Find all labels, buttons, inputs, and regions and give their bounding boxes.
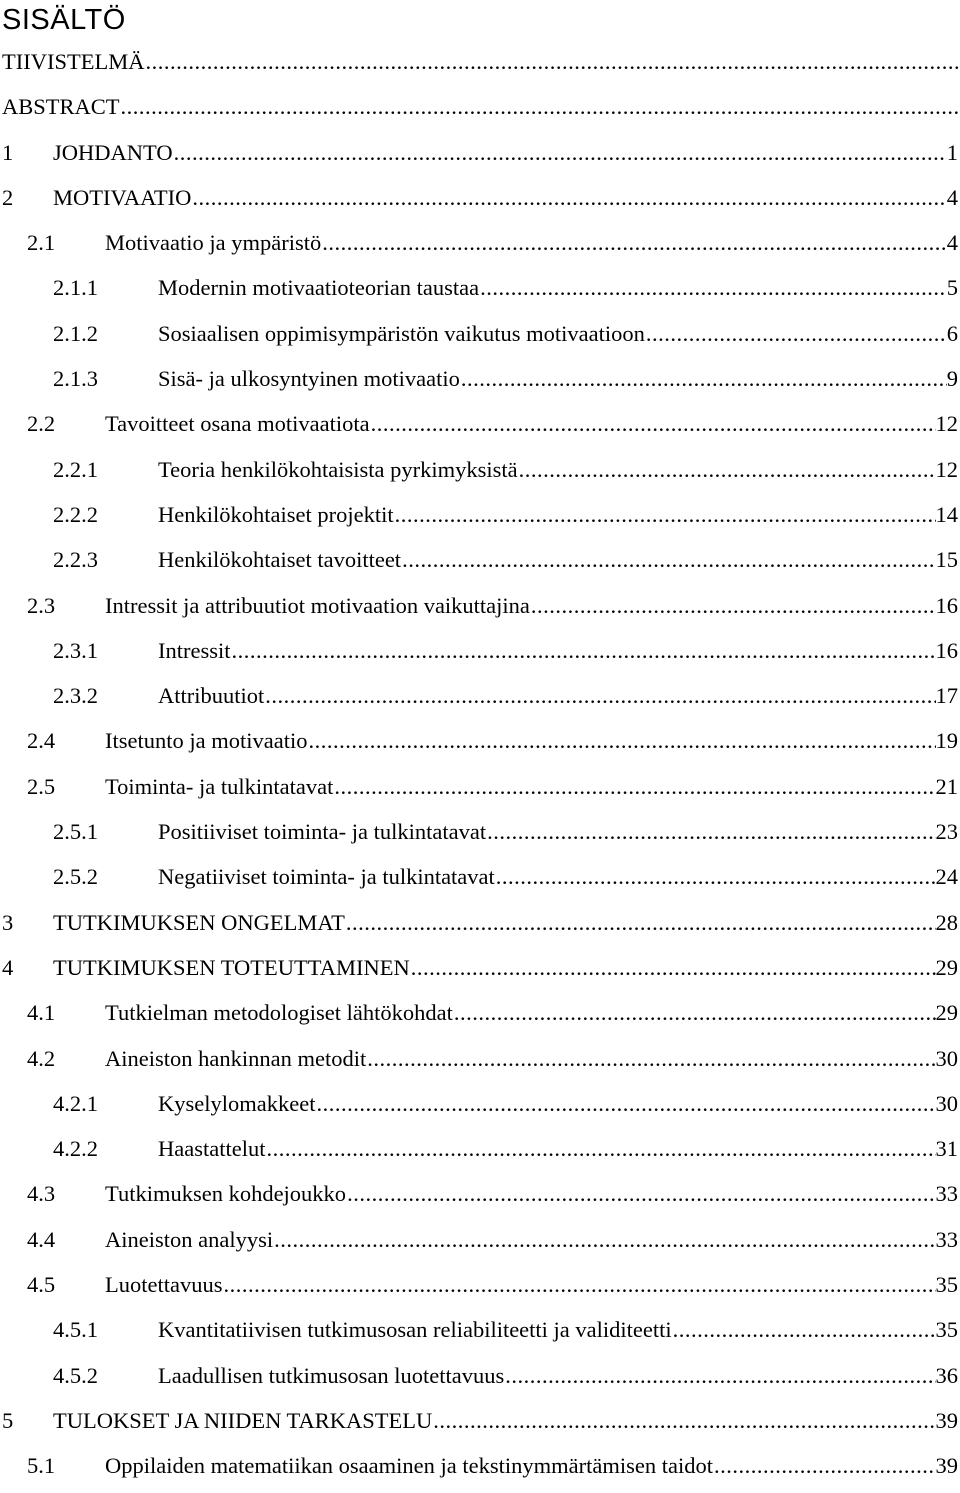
toc-dot-leader xyxy=(144,43,958,81)
toc-entry[interactable] xyxy=(0,587,960,632)
toc-dot-leader xyxy=(645,315,947,353)
toc-entry-page: 36 xyxy=(935,1362,958,1388)
toc-entry[interactable] xyxy=(0,1357,960,1402)
toc-dot-leader xyxy=(366,1040,935,1078)
toc-entry-line xyxy=(105,722,958,760)
toc-dot-leader xyxy=(315,1085,935,1123)
toc-entry[interactable] xyxy=(0,1130,960,1175)
toc-dot-leader xyxy=(504,1357,935,1395)
toc-entry-title: Toiminta- ja tulkintatavat xyxy=(105,773,334,799)
toc-entry[interactable] xyxy=(0,904,960,949)
toc-entry[interactable] xyxy=(0,405,960,450)
toc-entry-title: TIIVISTELMÄ xyxy=(2,49,145,74)
toc-entry-line xyxy=(105,768,958,806)
toc-entry-number: 4.5.1 xyxy=(53,1317,98,1343)
toc-entry[interactable] xyxy=(0,1085,960,1130)
toc-entry[interactable] xyxy=(0,360,960,405)
toc-entry-line xyxy=(2,43,958,81)
toc-entry-page: 9 xyxy=(946,366,958,392)
toc-dot-leader xyxy=(479,269,947,307)
toc-entry[interactable] xyxy=(0,224,960,269)
toc-entry-line xyxy=(158,1130,958,1168)
toc-entry-page: 39 xyxy=(935,1453,958,1479)
toc-dot-leader xyxy=(307,722,935,760)
table-of-contents xyxy=(0,43,960,1493)
toc-entry-number: 5 xyxy=(2,1407,14,1433)
toc-entry-number: 2.3.2 xyxy=(53,683,98,709)
toc-entry-line xyxy=(158,858,958,896)
toc-entry-title: MOTIVAATIO xyxy=(53,184,192,210)
toc-entry[interactable] xyxy=(0,858,960,903)
toc-entry-line xyxy=(158,451,958,489)
toc-entry-line xyxy=(105,587,958,625)
toc-entry-line xyxy=(53,179,958,217)
toc-entry-title: Negatiiviset toiminta- ja tulkintatavat xyxy=(158,864,495,890)
toc-entry-title: Henkilökohtaiset tavoitteet xyxy=(158,547,402,573)
toc-entry-page: 39 xyxy=(935,1407,958,1433)
toc-entry-title: Tutkielman metodologiset lähtökohdat xyxy=(105,1000,453,1026)
toc-entry-page: 19 xyxy=(935,728,958,754)
toc-dot-leader xyxy=(401,541,935,579)
page-title: SISÄLTÖ xyxy=(2,4,126,36)
toc-entry-page: 30 xyxy=(935,1090,958,1116)
toc-entry[interactable] xyxy=(0,1266,960,1311)
toc-entry-page: 30 xyxy=(935,1045,958,1071)
toc-entry-page: 16 xyxy=(935,592,958,618)
toc-entry-number: 2.5 xyxy=(27,773,56,799)
toc-entry[interactable] xyxy=(0,677,960,722)
toc-entry-page: 12 xyxy=(935,456,958,482)
toc-entry-line xyxy=(158,541,958,579)
toc-dot-leader xyxy=(410,949,936,987)
toc-entry-page: 15 xyxy=(935,547,958,573)
toc-entry[interactable] xyxy=(0,315,960,360)
toc-entry-title: Positiiviset toiminta- ja tulkintatavat xyxy=(158,819,487,845)
toc-entry-title: Aineiston analyysi xyxy=(105,1226,274,1252)
toc-entry-line xyxy=(158,1357,958,1395)
toc-entry-title: Intressit ja attribuutiot motivaation vaikuttajina xyxy=(105,592,530,618)
toc-dot-leader xyxy=(432,1402,935,1440)
toc-dot-leader xyxy=(495,858,936,896)
toc-dot-leader xyxy=(518,451,936,489)
toc-entry-line xyxy=(105,994,958,1032)
toc-entry-line xyxy=(105,1040,958,1078)
toc-entry-line xyxy=(53,134,958,172)
toc-entry[interactable] xyxy=(0,269,960,314)
toc-entry-number: 4.1 xyxy=(27,1000,56,1026)
toc-entry-number: 1 xyxy=(2,139,14,165)
toc-entry[interactable] xyxy=(0,949,960,994)
toc-entry-number: 4.4 xyxy=(27,1226,56,1252)
toc-entry[interactable] xyxy=(0,451,960,496)
toc-entry-page: 33 xyxy=(935,1181,958,1207)
toc-entry-line xyxy=(105,1221,958,1259)
toc-entry-number: 3 xyxy=(2,909,14,935)
toc-entry-page: 28 xyxy=(935,909,958,935)
toc-dot-leader xyxy=(222,1266,935,1304)
toc-entry-line xyxy=(158,632,958,670)
toc-entry-number: 4.5 xyxy=(27,1272,56,1298)
toc-entry[interactable] xyxy=(0,1402,960,1447)
toc-entry-title: Sisä- ja ulkosyntyinen motivaatio xyxy=(158,366,460,392)
toc-entry-number: 2.3.1 xyxy=(53,637,98,663)
toc-entry-title: Sosiaalisen oppimisympäristön vaikutus motivaatioon xyxy=(158,320,645,346)
toc-entry-page: 5 xyxy=(946,275,958,301)
toc-entry[interactable] xyxy=(0,1175,960,1220)
toc-entry-page: 24 xyxy=(935,864,958,890)
toc-entry[interactable] xyxy=(0,1311,960,1356)
toc-entry-title: Henkilökohtaiset projektit xyxy=(158,501,394,527)
toc-dot-leader xyxy=(321,224,947,262)
toc-entry-page: 21 xyxy=(935,773,958,799)
toc-entry-page: 14 xyxy=(935,501,958,527)
toc-dot-leader xyxy=(345,904,936,942)
toc-entry[interactable] xyxy=(0,134,960,179)
toc-entry-number: 2.1.3 xyxy=(53,366,98,392)
toc-entry-number: 4 xyxy=(2,954,14,980)
toc-entry-title: Modernin motivaatioteorian taustaa xyxy=(158,275,480,301)
toc-entry-page: 29 xyxy=(935,954,958,980)
toc-entry-line xyxy=(158,269,958,307)
toc-entry-line xyxy=(53,949,958,987)
toc-entry[interactable] xyxy=(0,994,960,1039)
toc-entry-title: Kyselylomakkeet xyxy=(158,1090,316,1116)
toc-entry-line xyxy=(105,1175,958,1213)
toc-entry-title: Kvantitatiivisen tutkimusosan reliabiliteetti ja validiteetti xyxy=(158,1317,672,1343)
toc-entry-line xyxy=(53,1402,958,1440)
toc-entry-title: Tavoitteet osana motivaatiota xyxy=(105,411,370,437)
toc-entry-page: 1 xyxy=(946,139,958,165)
toc-entry-page: 29 xyxy=(935,1000,958,1026)
toc-entry-number: 2.5.2 xyxy=(53,864,98,890)
toc-entry[interactable] xyxy=(0,722,960,767)
toc-entry-title: Tutkimuksen kohdejoukko xyxy=(105,1181,347,1207)
toc-entry-number: 2.2.2 xyxy=(53,501,98,527)
toc-dot-leader xyxy=(191,179,946,217)
toc-entry-page: 17 xyxy=(935,683,958,709)
toc-entry-title: TUTKIMUKSEN TOTEUTTAMINEN xyxy=(53,954,410,980)
toc-entry-line xyxy=(158,1085,958,1123)
toc-entry[interactable] xyxy=(0,179,960,224)
toc-entry-number: 4.2.2 xyxy=(53,1136,98,1162)
toc-entry-page: 35 xyxy=(935,1317,958,1343)
toc-entry-title: ABSTRACT xyxy=(2,94,120,120)
toc-entry-line xyxy=(158,315,958,353)
toc-dot-leader xyxy=(173,134,947,172)
toc-entry-number: 2.5.1 xyxy=(53,819,98,845)
toc-entry-title: Luotettavuus xyxy=(105,1272,223,1298)
toc-entry-page: 4 xyxy=(946,184,958,210)
toc-entry-page: 35 xyxy=(935,1272,958,1298)
toc-dot-leader xyxy=(120,88,958,126)
toc-entry-number: 2.4 xyxy=(27,728,56,754)
toc-entry-page: 33 xyxy=(935,1226,958,1252)
toc-entry[interactable] xyxy=(0,1447,960,1492)
toc-entry-page: 12 xyxy=(935,411,958,437)
toc-entry-title: Aineiston hankinnan metodit xyxy=(105,1045,367,1071)
toc-dot-leader xyxy=(346,1175,935,1213)
toc-dot-leader xyxy=(672,1311,936,1349)
toc-entry[interactable] xyxy=(0,43,960,88)
toc-entry-line xyxy=(2,88,958,126)
toc-entry-title: TULOKSET JA NIIDEN TARKASTELU xyxy=(53,1407,433,1433)
toc-entry-number: 4.5.2 xyxy=(53,1362,98,1388)
toc-entry-number: 2.3 xyxy=(27,592,56,618)
toc-entry[interactable] xyxy=(0,1040,960,1085)
toc-entry-number: 4.3 xyxy=(27,1181,56,1207)
toc-entry-line xyxy=(105,224,958,262)
toc-entry-line xyxy=(105,1447,958,1485)
toc-entry-line xyxy=(53,904,958,942)
toc-dot-leader xyxy=(273,1221,935,1259)
toc-entry-number: 2.1.2 xyxy=(53,320,98,346)
toc-entry[interactable] xyxy=(0,88,960,133)
toc-entry-line xyxy=(105,1266,958,1304)
toc-entry-title: Laadullisen tutkimusosan luotettavuus xyxy=(158,1362,505,1388)
toc-dot-leader xyxy=(265,1130,935,1168)
toc-dot-leader xyxy=(453,994,936,1032)
toc-entry-title: TUTKIMUKSEN ONGELMAT xyxy=(53,909,345,935)
toc-entry-title: Motivaatio ja ympäristö xyxy=(105,230,322,256)
toc-entry-title: Itsetunto ja motivaatio xyxy=(105,728,308,754)
toc-entry[interactable] xyxy=(0,632,960,677)
toc-entry-title: Intressit xyxy=(158,637,231,663)
toc-dot-leader xyxy=(530,587,936,625)
toc-entry-number: 2.2.1 xyxy=(53,456,98,482)
toc-entry-title: JOHDANTO xyxy=(53,139,173,165)
toc-entry-line xyxy=(158,1311,958,1349)
toc-entry-title: Oppilaiden matematiikan osaaminen ja tekstinymmärtämisen taidot xyxy=(105,1453,713,1479)
toc-entry-line xyxy=(158,813,958,851)
toc-dot-leader xyxy=(486,813,935,851)
toc-entry[interactable] xyxy=(0,813,960,858)
toc-dot-leader xyxy=(713,1447,936,1485)
toc-dot-leader xyxy=(394,496,936,534)
toc-entry-page: 31 xyxy=(935,1136,958,1162)
toc-entry-title: Attribuutiot xyxy=(158,683,265,709)
toc-entry-line xyxy=(158,496,958,534)
toc-entry-number: 4.2.1 xyxy=(53,1090,98,1116)
toc-entry-number: 5.1 xyxy=(27,1453,56,1479)
toc-entry[interactable] xyxy=(0,496,960,541)
toc-entry-number: 2 xyxy=(2,184,14,210)
toc-entry-title: Teoria henkilökohtaisista pyrkimyksistä xyxy=(158,456,518,482)
toc-dot-leader xyxy=(231,632,936,670)
toc-dot-leader xyxy=(370,405,936,443)
toc-entry-line xyxy=(158,677,958,715)
toc-entry-page: 6 xyxy=(946,320,958,346)
toc-entry-page: 23 xyxy=(935,819,958,845)
toc-dot-leader xyxy=(264,677,935,715)
toc-entry[interactable] xyxy=(0,768,960,813)
toc-entry-line xyxy=(158,360,958,398)
toc-entry-line xyxy=(105,405,958,443)
toc-entry-number: 2.2 xyxy=(27,411,56,437)
toc-entry-title: Haastattelut xyxy=(158,1136,266,1162)
toc-entry-page: 16 xyxy=(935,637,958,663)
toc-entry-number: 4.2 xyxy=(27,1045,56,1071)
toc-entry[interactable] xyxy=(0,541,960,586)
toc-dot-leader xyxy=(460,360,947,398)
toc-entry-number: 2.1 xyxy=(27,230,56,256)
toc-entry[interactable] xyxy=(0,1221,960,1266)
toc-entry-number: 2.2.3 xyxy=(53,547,98,573)
toc-entry-page: 4 xyxy=(946,230,958,256)
toc-dot-leader xyxy=(333,768,935,806)
toc-entry-number: 2.1.1 xyxy=(53,275,98,301)
